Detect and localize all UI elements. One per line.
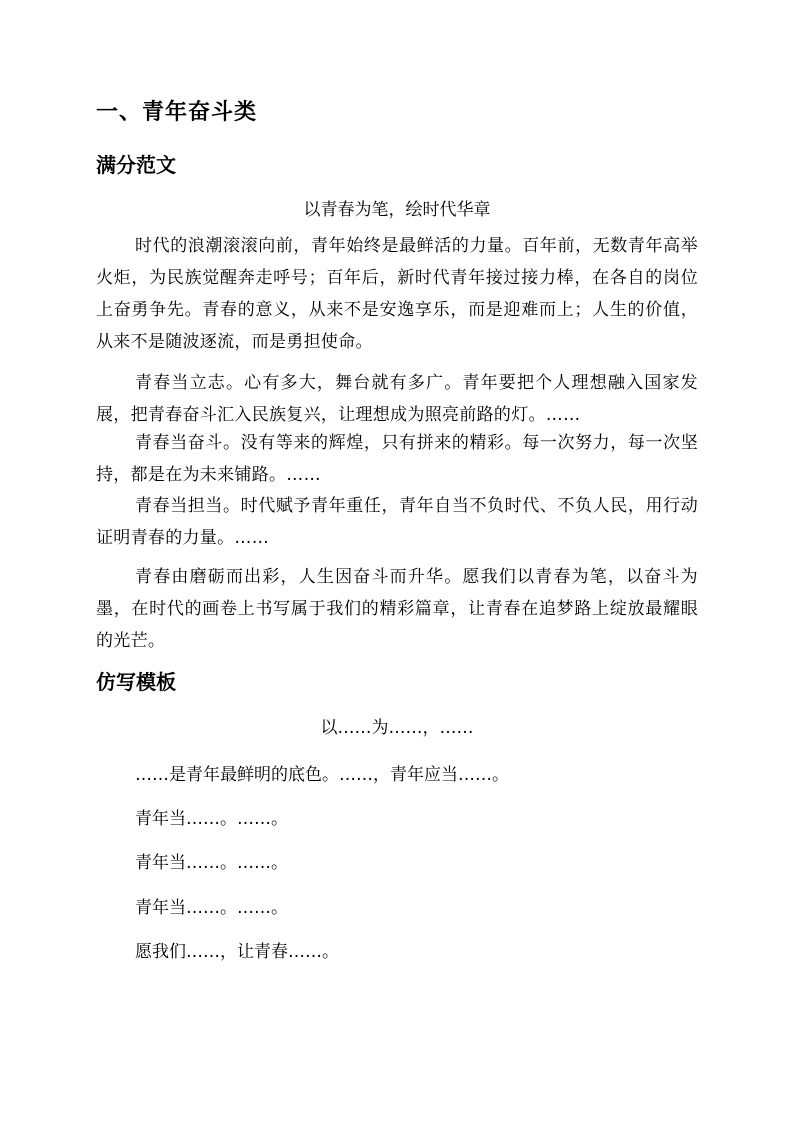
essay-paragraph-3: 青春当奋斗。没有等来的辉煌，只有拼来的精彩。每一次努力，每一次坚持，都是在为未来铺路。……: [96, 433, 698, 485]
section-title: 一、青年奋斗类: [96, 100, 258, 125]
essay-title: 以青春为笔，绘时代华章: [303, 200, 491, 220]
essay-paragraph-1: 时代的浪潮滚滚向前，青年始终是最鲜活的力量。百年前，无数青年高举火炬，为民族觉醒奔走呼号；百年后，新时代青年接过接力棒，在各自的岗位上奋勇争先。青春的意义，从来不是安逸享乐，而是迎难而上；人生的价值，从来不是随波逐流，而是勇担使命。: [96, 236, 698, 352]
essay-paragraph-5: 青春由磨砺而出彩，人生因奋斗而升华。愿我们以青春为笔，以奋斗为墨，在时代的画卷上书写属于我们的精彩篇章，让青春在追梦路上绽放最耀眼的光芒。: [96, 567, 698, 651]
essay-paragraph-2: 青春当立志。心有多大，舞台就有多广。青年要把个人理想融入国家发展，把青春奋斗汇入民族复兴，让理想成为照亮前路的灯。……: [96, 373, 698, 425]
template-line-5: 愿我们……，让青春……。: [135, 942, 339, 962]
essay-paragraph-4: 青春当担当。时代赋予青年重任，青年自当不负时代、不负人民，用行动证明青春的力量。……: [96, 496, 698, 548]
template-title: 以……为……，……: [320, 718, 474, 738]
template-line-4: 青年当……。……。: [135, 898, 288, 918]
template-line-1: ……是青年最鲜明的底色。……，青年应当……。: [135, 765, 509, 785]
template-line-3: 青年当……。……。: [135, 853, 288, 873]
model-essay-heading: 满分范文: [96, 153, 176, 177]
template-line-2: 青年当……。……。: [135, 809, 288, 829]
template-heading: 仿写模板: [96, 670, 176, 694]
